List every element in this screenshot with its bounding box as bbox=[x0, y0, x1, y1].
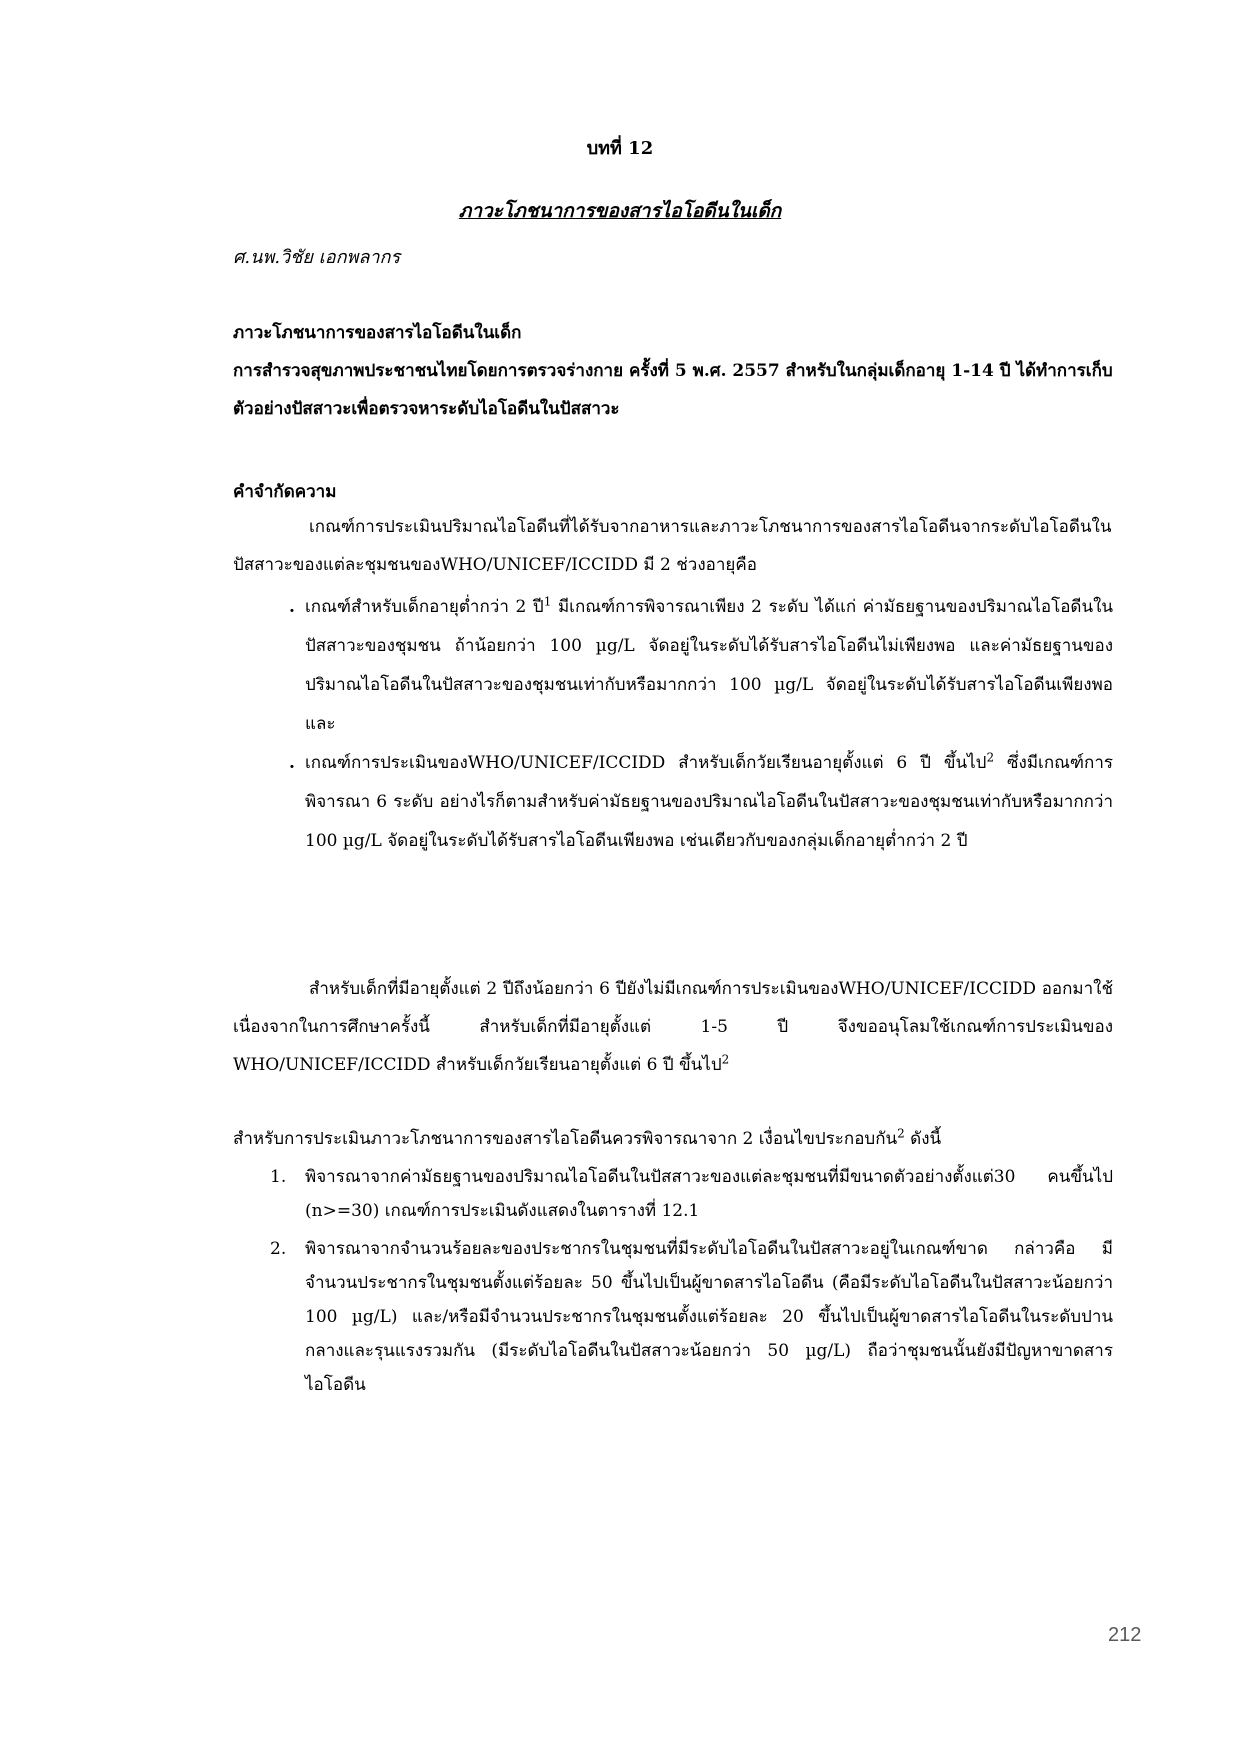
item-text: พิจารณาจากจำนวนร้อยละของประชากรในชุมชนที่มีระดับไอโอดีนในปัสสาวะอยู่ในเกณฑ์ขาด กล่าวคือ มีจำนวนประชากรในชุมชนตั้งแต่ร้อยละ 50 ขึ้นไปเป็นผู้ขาดสารไอโอดีน (คือมีระดับไอโอดีนในปัสสาวะน้อยกว่า 100 µg/L) และ/หรือมีจำนวนประชากรในชุมชนตั้งแต่ร้อยละ 20 ขึ้นไปเป็นผู้ขาดสารไอโอดีนในระดับปานกลางและรุนแรงรวมกัน (มีระดับไอโอดีนในปัสสาวะน้อยกว่า 50 µg/L) ถือว่าชุมชนนั้นยังมีปัญหาขาดสารไอโอดีน bbox=[305, 1239, 1113, 1395]
footnote-ref: 1 bbox=[543, 594, 552, 609]
age-paragraph bbox=[233, 970, 1113, 1084]
item-number: 2. bbox=[270, 1239, 287, 1259]
bullet-text-continued: มีเกณฑ์การพิจารณาเพียง 2 ระดับ ได้แก่ ค่ามัธยฐานของปริมาณไอโอดีนในปัสสาวะของชุมชน ถ้าน้อยกว่า 100 µg/L จัดอยู่ในระดับได้รับสารไอโอดีนไม่เพียงพอ และค่ามัธยฐานของปริมาณไอโอดีนในปัสสาวะของชุมชนเท่ากับหรือมากกว่า 100 µg/L จัดอยู่ในระดับได้รับสารไอโอดีนเพียงพอ และ bbox=[305, 597, 1113, 734]
footnote-ref: 2 bbox=[986, 750, 995, 765]
bullet-text: เกณฑ์สำหรับเด็กอายุต่ำกว่า 2 ปี bbox=[305, 597, 544, 617]
section-heading: ภาวะโภชนาการของสารไอโอดีนในเด็ก bbox=[233, 323, 522, 343]
bullet-text: เกณฑ์การประเมินของWHO/UNICEF/ICCIDD สำหรับเด็กวัยเรียนอายุตั้งแต่ 6 ปี ขึ้นไป bbox=[305, 753, 987, 773]
bullet-marker: . bbox=[289, 753, 295, 773]
criteria-bullet-list bbox=[289, 588, 1113, 861]
definition-heading: คำจำกัดความ bbox=[233, 482, 337, 502]
bullet-item bbox=[289, 588, 1113, 744]
assessment-intro-tail: ดังนี้ bbox=[904, 1129, 942, 1149]
assessment-numbered-list bbox=[270, 1160, 1113, 1406]
chapter-title: ภาวะโภชนาการของสารไอโอดีนในเด็ก bbox=[458, 200, 782, 222]
assessment-intro bbox=[233, 1125, 941, 1152]
page-number: 212 bbox=[1108, 1624, 1142, 1646]
intro-paragraph: เกณฑ์การประเมินปริมาณไอโอดีนที่ได้รับจากอาหารและภาวะโภชนาการของสารไอโอดีนจากระดับไอโอดีนในปัสสาวะของแต่ละชุมชนของWHO/UNICEF/ICCIDD มี 2 ช่วงอายุคือ bbox=[233, 517, 1112, 575]
item-number: 1. bbox=[270, 1167, 287, 1187]
assessment-intro-text: สำหรับการประเมินภาวะโภชนาการของสารไอโอดีนควรพิจารณาจาก 2 เงื่อนไขประกอบกัน bbox=[233, 1129, 898, 1149]
numbered-item bbox=[270, 1160, 1113, 1228]
footnote-ref: 2 bbox=[721, 1052, 730, 1067]
chapter-heading: บทที่ 12 bbox=[586, 138, 654, 159]
bullet-text-continued: ซึ่งมีเกณฑ์การพิจารณา 6 ระดับ อย่างไรก็ตามสำหรับค่ามัธยฐานของปริมาณไอโอดีนในปัสสาวะของชุมชนเท่ากับหรือมากกว่า 100 µg/L จัดอยู่ในระดับได้รับสารไอโอดีนเพียงพอ เช่นเดียวกับของกลุ่มเด็กอายุต่ำกว่า 2 ปี bbox=[305, 753, 1113, 851]
footnote-ref: 2 bbox=[897, 1126, 905, 1141]
numbered-item bbox=[270, 1232, 1113, 1402]
author-name: ศ.นพ.วิชัย เอกพลากร bbox=[233, 247, 401, 268]
survey-description: การสำรวจสุขภาพประชาชนไทยโดยการตรวจร่างกาย ครั้งที่ 5 พ.ศ. 2557 สำหรับในกลุ่มเด็กอายุ 1-14 ปี ได้ทำการเก็บตัวอย่างปัสสาวะเพื่อตรวจหาระดับไอโอดีนในปัสสาวะ bbox=[233, 361, 1113, 419]
item-text: พิจารณาจากค่ามัธยฐานของปริมาณไอโอดีนในปัสสาวะของแต่ละชุมชนที่มีขนาดตัวอย่างตั้งแต่30 คนขึ้นไป (n>=30) เกณฑ์การประเมินดังแสดงในตารางที่ 12.1 bbox=[305, 1167, 1113, 1221]
age-paragraph-text: สำหรับเด็กที่มีอายุตั้งแต่ 2 ปีถึงน้อยกว่า 6 ปียังไม่มีเกณฑ์การประเมินของWHO/UNICEF/ICCIDD ออกมาใช้ เนื่องจากในการศึกษาครั้งนี้ สำหรับเด็กที่มีอายุตั้งแต่ 1-5 ปี จึงขออนุโลมใช้เกณฑ์การประเมินของ WHO/UNICEF/ICCIDD สำหรับเด็กวัยเรียนอายุตั้งแต่ 6 ปี ขึ้นไป bbox=[233, 979, 1113, 1075]
bullet-item bbox=[289, 744, 1113, 861]
bullet-marker: . bbox=[289, 597, 295, 617]
